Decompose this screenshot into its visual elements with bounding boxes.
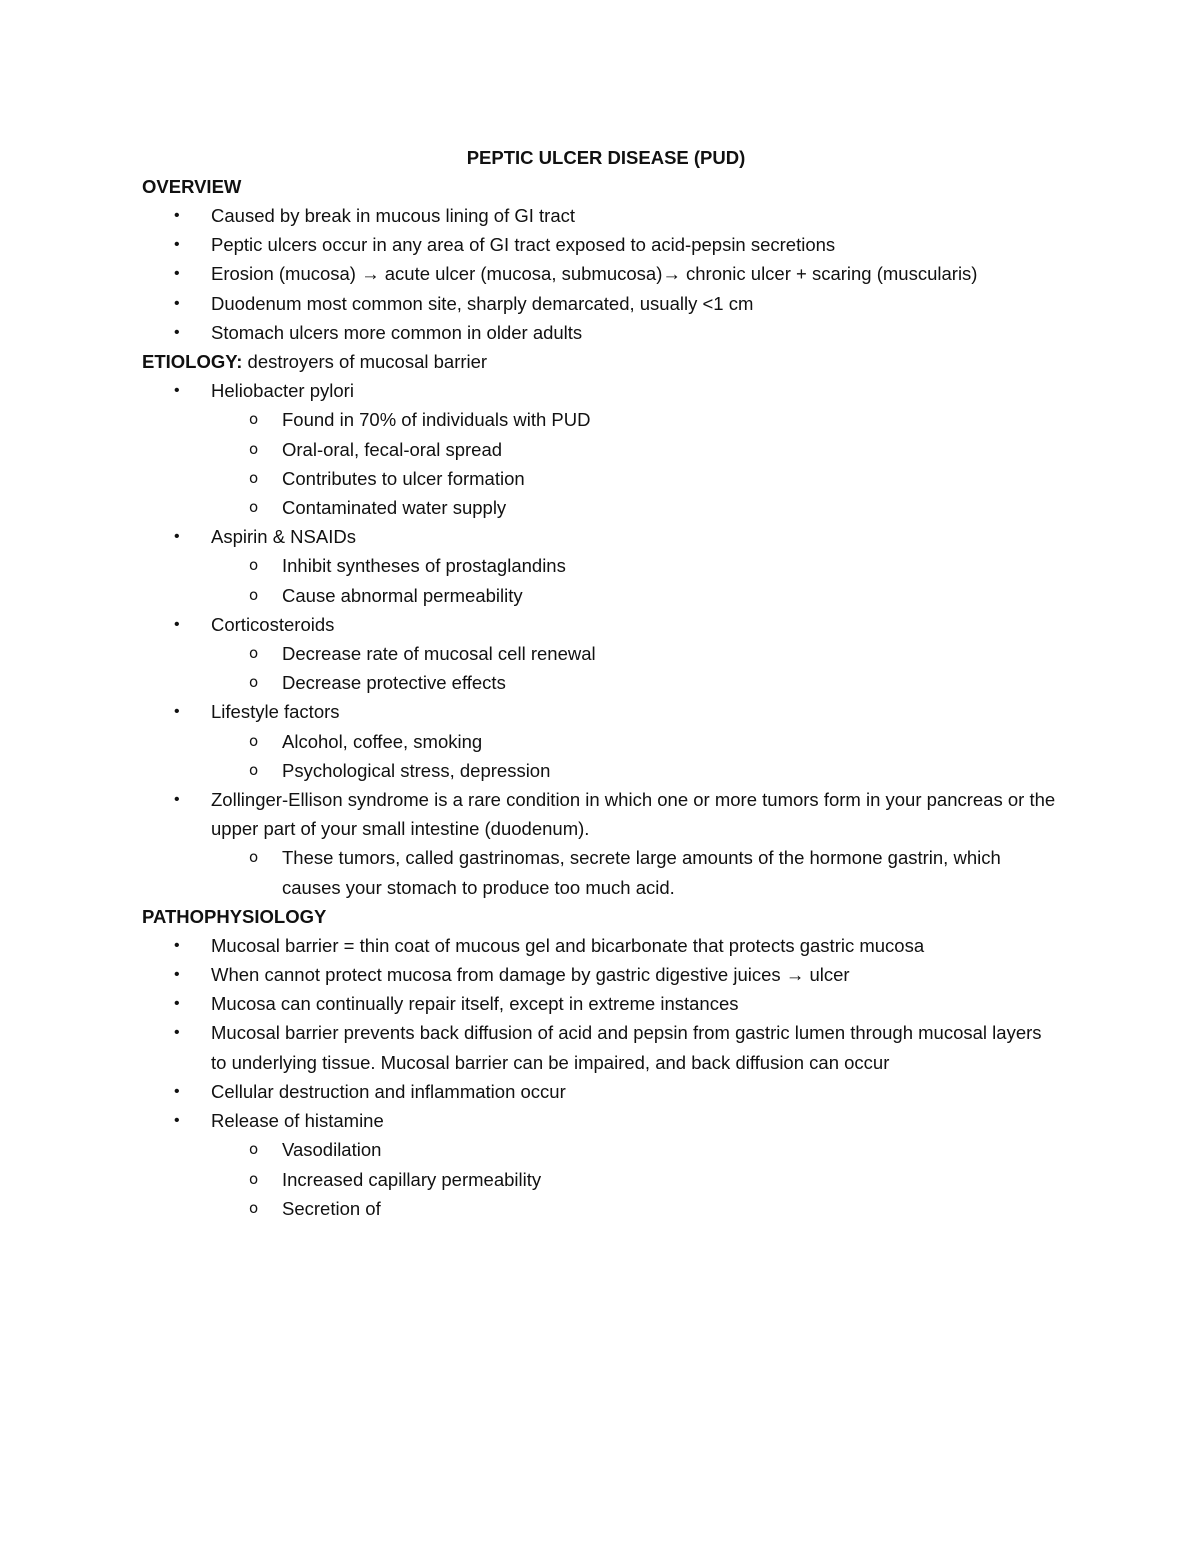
etiology-heading [142,347,1062,376]
pathophysiology-list [142,931,1062,1223]
bullet-icon: • [174,936,180,954]
sub-bullet-icon: o [249,556,259,575]
overview-list [142,201,1062,347]
sub-bullet-icon: o [249,644,259,663]
sub-bullet-icon: o [249,731,259,750]
sub-list-item: o Contributes to ulcer formation [142,464,1062,493]
list-item: • When cannot protect mucosa from damage by gastric digestive juices → ulcer [142,960,1062,989]
list-item: • Cellular destruction and inflammation occur [142,1077,1062,1106]
bullet-icon: • [174,1082,180,1100]
list-item: • Caused by break in mucous lining of GI tract [142,201,1062,230]
sub-list-item: o Cause abnormal permeability [142,581,1062,610]
bullet-icon: • [174,265,180,283]
bullet-icon: • [174,323,180,341]
sub-list-item: o Inhibit syntheses of prostaglandins [142,551,1062,580]
document-title: PEPTIC ULCER DISEASE (PUD) [466,147,746,168]
list-item: • Mucosa can continually repair itself, except in extreme instances [142,989,1062,1018]
sub-bullet-icon: o [249,439,259,458]
list-item: • Duodenum most common site, sharply demarcated, usually <1 cm [142,289,1062,318]
sub-list-item: o Alcohol, coffee, smoking [142,727,1062,756]
bullet-icon: • [174,966,180,984]
sub-list-item: o Found in 70% of individuals with PUD [142,405,1062,434]
list-item: • Mucosal barrier = thin coat of mucous gel and bicarbonate that protects gastric mucosa [142,931,1062,960]
sub-bullet-icon: o [249,585,259,604]
bullet-icon: • [174,294,180,312]
sub-list-item: o Oral-oral, fecal-oral spread [142,435,1062,464]
bullet-icon: • [174,236,180,254]
sub-bullet-icon: o [249,1169,259,1188]
bullet-icon: • [174,207,180,224]
sub-bullet-icon: o [249,1140,259,1159]
bullet-icon: • [174,791,180,809]
sub-list-item: o Increased capillary permeability [142,1165,1062,1194]
sub-list-item: o These tumors, called gastrinomas, secrete large amounts of the hormone gastrin, which causes your stomach to produce too much acid. [142,843,1062,901]
bullet-icon: • [174,382,180,400]
sub-bullet-icon: o [249,468,259,487]
bullet-icon: • [174,615,180,633]
sub-bullet-icon: o [249,673,259,692]
sub-bullet-icon: o [249,848,259,867]
list-item: • Lifestyle factors [142,697,1062,726]
sub-bullet-icon: o [249,410,259,429]
sub-list-item: o Decrease rate of mucosal cell renewal [142,639,1062,668]
etiology-heading-label: ETIOLOGY: [142,351,243,373]
overview-heading: OVERVIEW [142,176,242,197]
etiology-heading-rest: destroyers of mucosal barrier [242,351,488,373]
list-item: • Peptic ulcers occur in any area of GI tract exposed to acid-pepsin secretions [142,230,1062,259]
sub-list-item: o Decrease protective effects [142,668,1062,697]
list-item: • Stomach ulcers more common in older adults [142,318,1062,347]
list-item: • Corticosteroids [142,610,1062,639]
pathophysiology-heading: PATHOPHYSIOLOGY [142,905,327,927]
sub-list-item: o Contaminated water supply [142,493,1062,522]
list-item: • Heliobacter pylori [142,376,1062,405]
sub-list-item: o Psychological stress, depression [142,756,1062,785]
bullet-icon: • [174,528,180,546]
sub-bullet-icon: o [249,760,259,779]
sub-list-item: o Vasodilation [142,1135,1062,1164]
etiology-list [142,376,1062,902]
bullet-icon: • [174,703,180,721]
sub-bullet-icon: o [249,498,259,517]
bullet-icon: • [174,995,180,1013]
bullet-icon: • [174,1112,180,1130]
document-content [142,143,1062,1223]
list-item: • Release of histamine [142,1106,1062,1135]
list-item: • Aspirin & NSAIDs [142,522,1062,551]
sub-list-item: o Secretion of [142,1194,1062,1223]
bullet-icon: • [174,1024,180,1042]
list-item: • Mucosal barrier prevents back diffusion of acid and pepsin from gastric lumen through mucosal layers to underlying tissue. Mucosal barrier can be impaired, and back diffusion can occur [142,1018,1062,1076]
sub-bullet-icon: o [249,1198,259,1217]
list-item: • Zollinger-Ellison syndrome is a rare condition in which one or more tumors form in your pancreas or the upper part of your small intestine (duodenum). [142,785,1062,843]
list-item: • Erosion (mucosa) → acute ulcer (mucosa, submucosa)→ chronic ulcer + scaring (muscularis) [142,259,1062,288]
